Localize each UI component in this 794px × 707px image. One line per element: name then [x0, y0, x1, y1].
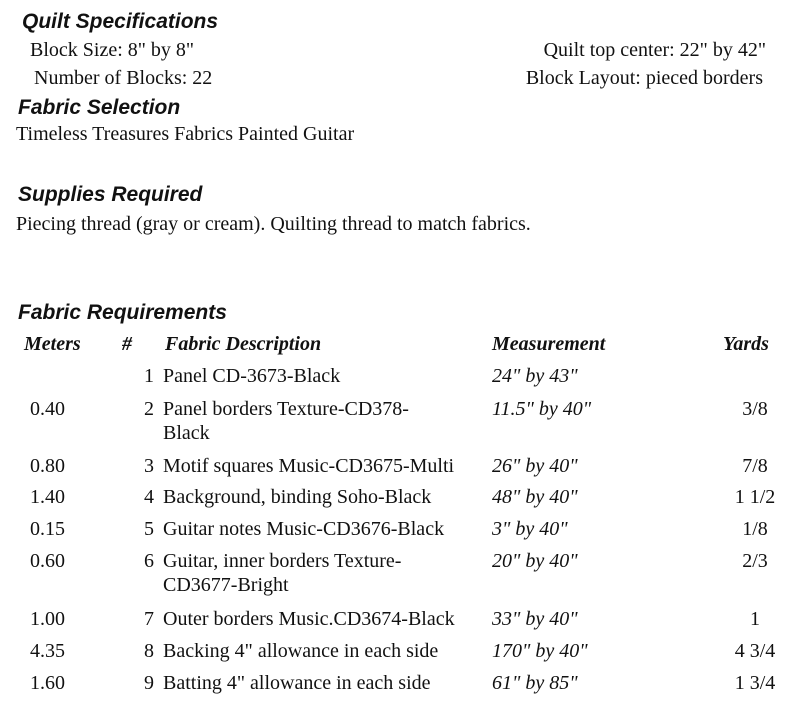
fabric-selection-heading: Fabric Selection	[18, 96, 181, 119]
column-header-description: Fabric Description	[165, 333, 322, 355]
quilt-specifications-heading: Quilt Specifications	[22, 10, 219, 33]
table-cell-yards: 1 3/4	[734, 672, 776, 694]
column-header-meters: Meters	[24, 333, 81, 355]
table-cell-measurement: 170" by 40"	[492, 640, 588, 662]
table-cell-measurement: 11.5" by 40"	[492, 398, 592, 420]
table-cell-description: Background, binding Soho-Black	[163, 486, 432, 508]
supplies-required-heading: Supplies Required	[18, 183, 203, 206]
table-cell-yards: 7/8	[742, 455, 768, 477]
table-cell-measurement: 20" by 40"	[492, 550, 578, 572]
table-cell-description: Motif squares Music-CD3675-Multi	[163, 455, 455, 477]
table-cell-description: Panel CD-3673-Black	[163, 365, 341, 387]
table-cell-meters: 1.00	[30, 608, 65, 630]
table-cell-yards: 4 3/4	[734, 640, 776, 662]
block-layout: Block Layout: pieced borders	[525, 67, 763, 89]
column-header-measurement: Measurement	[492, 333, 606, 355]
table-cell-yards: 1 1/2	[734, 486, 776, 508]
fabric-requirements-heading: Fabric Requirements	[18, 301, 227, 324]
table-cell-number: 4	[144, 486, 154, 508]
column-header-yards: Yards	[723, 333, 769, 355]
table-cell-measurement: 26" by 40"	[492, 455, 578, 477]
table-cell-description: Backing 4" allowance in each side	[163, 640, 439, 662]
table-cell-number: 7	[144, 608, 154, 630]
table-cell-number: 8	[144, 640, 154, 662]
table-cell-number: 9	[144, 672, 154, 694]
number-of-blocks: Number of Blocks: 22	[34, 67, 213, 89]
table-cell-meters: 0.15	[30, 518, 65, 540]
table-cell-measurement: 3" by 40"	[492, 518, 568, 540]
table-cell-measurement: 24" by 43"	[492, 365, 578, 387]
table-cell-meters: 4.35	[30, 640, 65, 662]
table-cell-number: 2	[144, 398, 154, 420]
table-cell-meters: 1.60	[30, 672, 65, 694]
table-cell-number: 5	[144, 518, 154, 540]
table-cell-number: 6	[144, 550, 154, 572]
table-cell-description: Batting 4" allowance in each side	[163, 672, 431, 694]
table-cell-number: 3	[144, 455, 154, 477]
fabric-selection-text: Timeless Treasures Fabrics Painted Guitar	[16, 123, 355, 145]
table-cell-measurement: 33" by 40"	[492, 608, 578, 630]
table-cell-yards: 1	[750, 608, 760, 630]
table-cell-description: Outer borders Music.CD3674-Black	[163, 608, 455, 630]
column-header-number: #	[122, 333, 132, 355]
block-size: Block Size: 8" by 8"	[30, 39, 195, 61]
table-cell-description: Panel borders Texture-CD378-Black	[163, 398, 409, 444]
quilt-top-center: Quilt top center: 22" by 42"	[543, 39, 766, 61]
table-cell-description: Guitar, inner borders Texture-CD3677-Bright	[163, 550, 402, 596]
supplies-text: Piecing thread (gray or cream). Quilting thread to match fabrics.	[16, 213, 531, 235]
table-cell-measurement: 48" by 40"	[492, 486, 578, 508]
table-cell-measurement: 61" by 85"	[492, 672, 578, 694]
table-cell-yards: 1/8	[742, 518, 768, 540]
table-cell-meters: 1.40	[30, 486, 65, 508]
table-cell-meters: 0.40	[30, 398, 65, 420]
table-cell-meters: 0.80	[30, 455, 65, 477]
table-cell-description: Guitar notes Music-CD3676-Black	[163, 518, 445, 540]
table-cell-meters: 0.60	[30, 550, 65, 572]
table-cell-yards: 3/8	[742, 398, 768, 420]
table-cell-number: 1	[144, 365, 154, 387]
table-cell-yards: 2/3	[742, 550, 768, 572]
